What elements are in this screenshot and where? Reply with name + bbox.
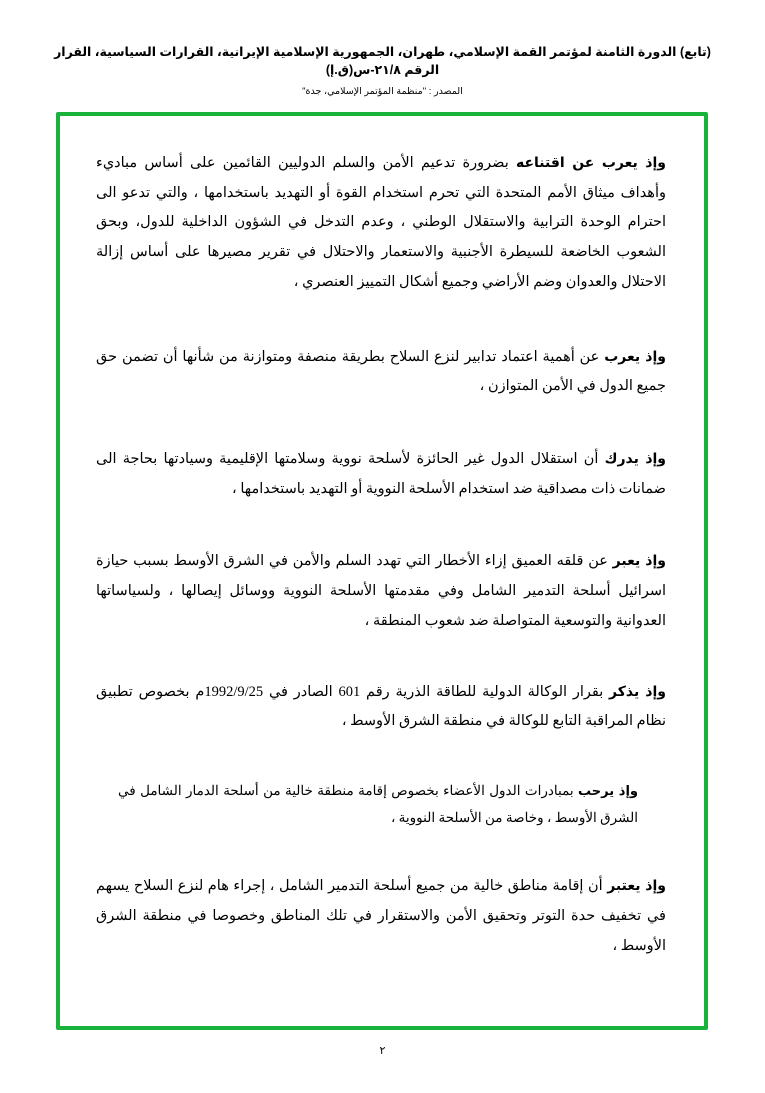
paragraph-2 [96,342,666,402]
page-footer [0,1044,765,1057]
paragraph-6-lead: وإذ يرحب [578,783,638,799]
paragraph-7 [96,871,666,961]
paragraph-5-text: بقرار الوكالة الدولية للطاقة الذرية رقم 601 الصادر في 1992/9/25م بخصوص تطبيق نظام المراقبة التابع للوكالة في منطقة الشرق الأوسط ، [96,683,666,730]
paragraph-1 [96,148,666,298]
paragraph-5-lead: وإذ يذكر [609,682,666,699]
paragraph-6 [118,777,638,831]
page-number: ٢ [379,1045,386,1057]
paragraph-3-text: أن استقلال الدول غير الحائزة لأسلحة نووية وسلامتها الإقليمية وسيادتها بحاجة الى ضمانات ذات مصداقية ضد استخدام الأسلحة النووية أو التهديد باستخدامها ، [96,451,666,497]
header-title: (تابع) الدورة الثامنة لمؤتمر القمة الإسلامي، طهران، الجمهورية الإسلامية الإيرانية، القرارات السياسية، القرار الرقم ٢١/٨-س(ق.إ) [54,45,711,77]
paragraph-4-lead: وإذ يعبر [612,552,666,569]
paragraph-2-lead: وإذ يعرب [604,347,666,364]
paragraph-1-text: بضرورة تدعيم الأمن والسلم الدوليين القائمين على أساس مباديء وأهداف ميثاق الأمم المتحدة التي تحرم استخدام القوة أو التهديد باستخدامها ، والتي تدعو الى احترام الوحدة الترابية والاستقلال الوطني ، وعدم التدخل في الشؤون الداخلية للدول، وبحق الشعوب الخاضعة للسيطرة الأجنبية والاستعمار والاحتلال في تقرير مصيرها على أساس إزالة الاحتلال والعدوان وضم الأراضي وجميع أشكال التمييز العنصري ، [96,155,666,290]
paragraph-6-text: بمبادرات الدول الأعضاء بخصوص إقامة منطقة خالية من أسلحة الدمار الشامل في الشرق الأوسط ، وخاصة من الأسلحة النووية ، [118,783,638,826]
paragraph-2-text: عن أهمية اعتماد تدابير لنزع السلاح بطريقة منصفة ومتوازنة من شأنها أن تضمن حق جميع الدول في الأمن المتوازن ، [96,348,666,395]
paragraph-4 [96,546,666,636]
paragraph-4-text: عن قلقه العميق إزاء الأخطار التي تهدد السلم والأمن في الشرق الأوسط بسبب حيازة اسرائيل أسلحة التدمير الشامل وفي مقدمتها الأسلحة النووية ووسائل إيصالها ، ولسياساتها العدوانية والتوسعية المتواصلة ضد شعوب المنطقة ، [96,553,666,629]
page-header [0,44,765,97]
paragraph-7-lead: وإذ يعتبر [607,877,666,894]
paragraph-3-lead: وإذ يدرك [604,450,667,467]
document-body [96,148,666,961]
header-source: المصدر : "منظمة المؤتمر الإسلامي، جدة" [302,86,463,97]
paragraph-1-lead: وإذ يعرب عن اقتناعه [515,154,666,170]
paragraph-3 [96,444,666,504]
paragraph-5 [96,677,666,737]
paragraph-7-text: أن إقامة مناطق خالية من جميع أسلحة التدمير الشامل ، إجراء هام لنزع السلاح يسهم في تخفيف حدة التوتر وتحقيق الأمن والاستقرار في تلك المناطق وخصوصا في منطقة الشرق الأوسط ، [96,878,666,954]
